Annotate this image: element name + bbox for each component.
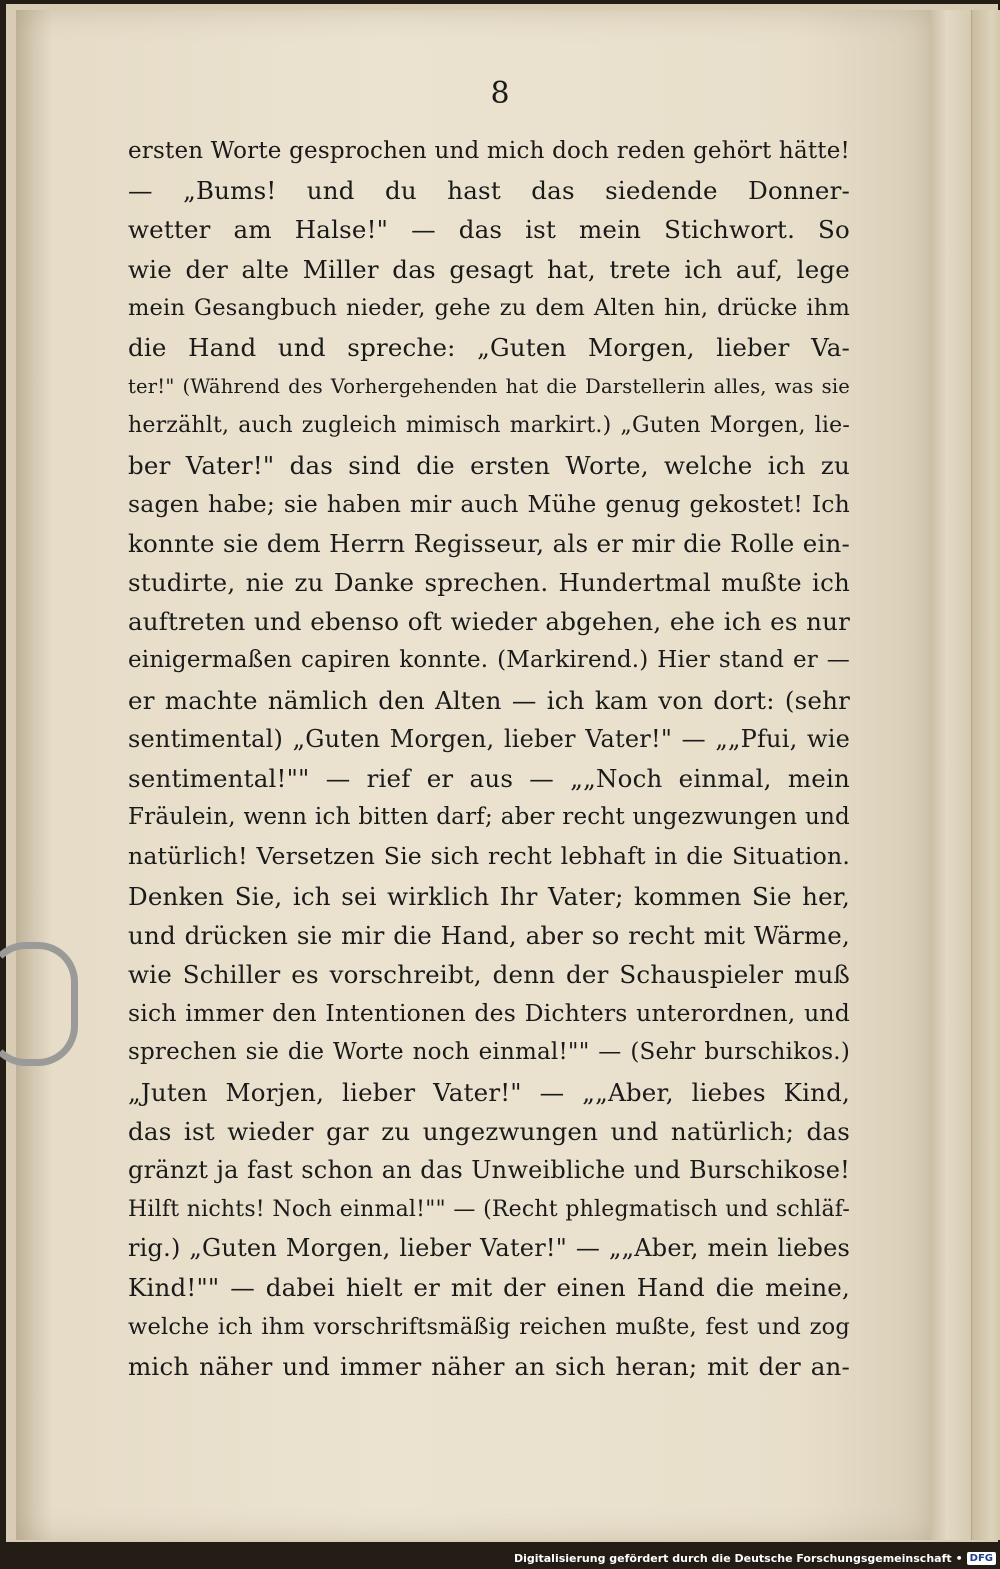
page-edge-outer [971, 10, 1000, 1540]
credit-text: Digitalisierung gefördert durch die Deutsche Forschungsgemeinschaft [513, 1551, 952, 1565]
page-number: 8 [490, 76, 510, 111]
page-edge [931, 10, 971, 1540]
text-line: welche ich ihm vorschriftsmäßig reichen mußte, fest und zog [128, 1313, 850, 1340]
text-line: die Hand und spreche: „Guten Morgen, lieber Va- [128, 332, 850, 362]
text-line: herzählt, auch zugleich mimisch markirt.) „Guten Morgen, lie- [128, 413, 850, 439]
text-line: rig.) „Guten Morgen, lieber Vater!" — „„Aber, mein liebes [128, 1234, 850, 1263]
text-line: Kind!"" — dabei hielt er mit der einen Hand die meine, [128, 1273, 850, 1303]
text-line: ersten Worte gesprochen und mich doch reden gehört hätte! [128, 138, 850, 164]
text-line: wie der alte Miller das gesagt hat, trete ich auf, lege [128, 254, 850, 284]
text-line: auftreten und ebenso oft wieder abgehen, ehe ich es nur [128, 607, 850, 637]
text-line: das ist wieder gar zu ungezwungen und natürlich; das [128, 1116, 850, 1146]
text-line: sentimental) „Guten Morgen, lieber Vater!" — „„Pfui, wie [128, 724, 850, 753]
text-line: mich näher und immer näher an sich heran; mit der an- [128, 1351, 850, 1381]
text-line: ter!" (Während des Vorhergehenden hat die Darstellerin alles, was sie [128, 375, 850, 399]
text-line: sich immer den Intentionen des Dichters unterordnen, und [128, 999, 850, 1028]
text-line: Denken Sie, ich sei wirklich Ihr Vater; kommen Sie her, [128, 881, 850, 911]
body-text [128, 132, 850, 1386]
text-line: wetter am Halse!" — das ist mein Stichwort. So [128, 215, 850, 245]
text-line: Fräulein, wenn ich bitten darf; aber recht ungezwungen und [128, 804, 850, 831]
text-line: einigermaßen capiren konnte. (Markirend.) Hier stand er — [128, 647, 850, 674]
text-line: sprechen sie die Worte noch einmal!"" — (Sehr burschikos.) [128, 1039, 850, 1066]
credit-separator: • [955, 1551, 963, 1565]
dfg-logo-icon: DFG [967, 1552, 996, 1565]
paper-clip-icon [0, 942, 78, 1066]
text-line: er machte nämlich den Alten — ich kam von dort: (sehr [128, 685, 850, 715]
text-line: natürlich! Versetzen Sie sich recht lebhaft in die Situation. [128, 842, 850, 871]
text-line: „Juten Morjen, lieber Vater!" — „„Aber, liebes Kind, [128, 1077, 850, 1107]
text-line: gränzt ja fast schon an das Unweibliche und Burschikose! [128, 1155, 850, 1184]
text-line: sentimental!"" — rief er aus — „„Noch einmal, mein [128, 764, 850, 793]
text-line: konnte sie dem Herrn Regisseur, als er mir die Rolle ein- [128, 528, 850, 558]
digitization-credit [514, 1549, 996, 1567]
text-line: — „Bums! und du hast das siedende Donner- [128, 176, 850, 206]
text-line: sagen habe; sie haben mir auch Mühe genug gekostet! Ich [128, 489, 850, 518]
text-line: und drücken sie mir die Hand, aber so recht mit Wärme, [128, 920, 850, 950]
text-line: mein Gesangbuch nieder, gehe zu dem Alten hin, drücke ihm [128, 294, 850, 321]
text-line: ber Vater!" das sind die ersten Worte, welche ich zu [128, 450, 850, 480]
text-line: wie Schiller es vorschreibt, denn der Schauspieler muß [128, 959, 850, 989]
text-line: studirte, nie zu Danke sprechen. Hundertmal mußte ich [128, 568, 850, 598]
text-line: Hilft nichts! Noch einmal!"" — (Recht phlegmatisch und schläf- [128, 1197, 850, 1223]
